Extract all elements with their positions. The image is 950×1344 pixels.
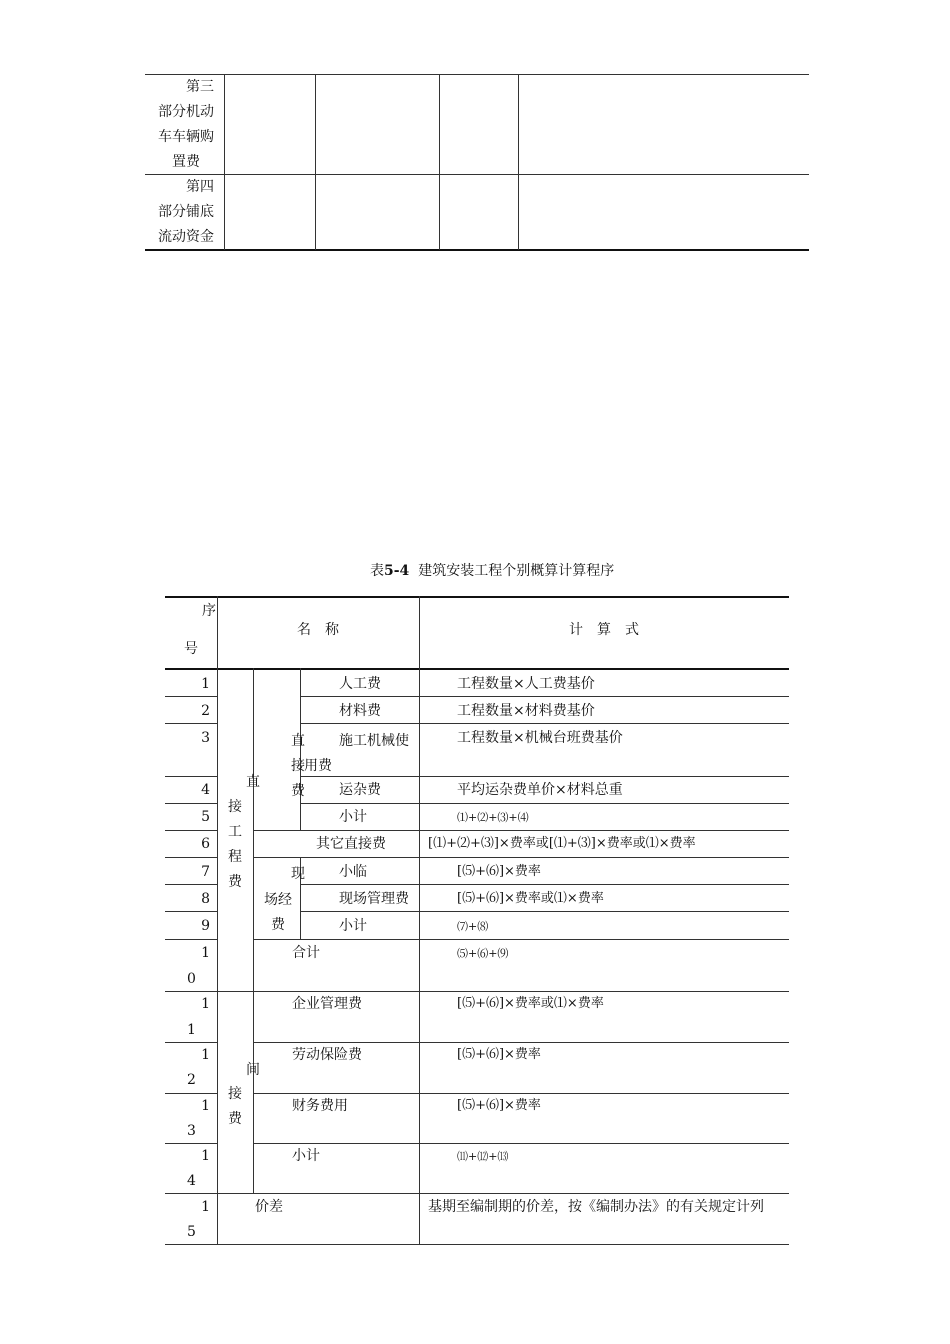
row-seq: 8 xyxy=(201,891,210,907)
group-direct-engineering: 接 xyxy=(228,799,242,815)
group-direct-fee: 费 xyxy=(291,783,305,799)
group-direct-fee: 接 xyxy=(291,758,305,774)
row-seq: 4 xyxy=(187,1173,196,1189)
row-seq: 3 xyxy=(201,730,210,746)
row-formula: [⑴+⑵+⑶]×费率或[⑴+⑶]×费率或⑴×费率 xyxy=(428,836,696,851)
row-formula: ⑾+⑿+⒀ xyxy=(457,1150,509,1163)
row-formula: 工程数量×机械台班费基价 xyxy=(457,730,623,746)
row-seq: 1 xyxy=(201,1098,210,1114)
row-formula: 平均运杂费单价×材料总重 xyxy=(457,782,623,798)
caption-title: 建筑安装工程个别概算计算程序 xyxy=(418,563,615,579)
row-seq: 1 xyxy=(201,676,210,692)
row-seq: 7 xyxy=(201,864,210,880)
row-formula: ⑺+⑻ xyxy=(457,920,489,933)
row-formula: ⑴+⑵+⑶+⑷ xyxy=(457,811,529,824)
top-row-label: 部分铺底 xyxy=(158,204,214,220)
group-indirect: 间 xyxy=(246,1062,260,1078)
row-seq: 1 xyxy=(201,996,210,1012)
row-name: 合计 xyxy=(292,945,320,961)
row-seq: 1 xyxy=(201,1047,210,1063)
top-row-label: 车车辆购 xyxy=(158,129,214,145)
row-seq: 1 xyxy=(187,1022,196,1038)
row-name: 劳动保险费 xyxy=(292,1047,362,1063)
row-formula: [⑸+⑹]×费率 xyxy=(457,1047,541,1062)
row-formula: [⑸+⑹]×费率或⑴×费率 xyxy=(457,891,604,906)
top-row-label: 置费 xyxy=(172,154,200,170)
row-name: 价差 xyxy=(255,1199,283,1215)
group-direct-engineering: 费 xyxy=(228,874,242,890)
table-caption xyxy=(370,562,614,580)
group-site-fee: 现 xyxy=(291,866,305,882)
group-direct-engineering: 工 xyxy=(228,824,242,840)
row-formula: [⑸+⑹]×费率或⑴×费率 xyxy=(457,996,604,1011)
row-formula: [⑸+⑹]×费率 xyxy=(457,864,541,879)
row-name: 企业管理费 xyxy=(292,996,362,1012)
row-seq: 1 xyxy=(201,945,210,961)
top-row-label: 第三 xyxy=(186,79,214,95)
row-name: 运杂费 xyxy=(339,782,381,798)
row-seq: 2 xyxy=(187,1072,196,1088)
row-name: 财务费用 xyxy=(292,1098,348,1114)
row-seq: 1 xyxy=(201,1148,210,1164)
row-formula: ⑸+⑹+⑼ xyxy=(457,947,509,960)
row-name: 施工机械使用费 xyxy=(304,733,409,774)
row-seq: 5 xyxy=(187,1224,196,1240)
header-seq: 号 xyxy=(184,641,198,657)
group-indirect: 费 xyxy=(228,1111,242,1127)
caption-prefix: 表 xyxy=(370,563,384,579)
row-seq: 1 xyxy=(201,1199,210,1215)
group-site-fee: 场经 xyxy=(264,892,292,908)
header-seq: 序 xyxy=(202,603,216,619)
group-site-fee: 费 xyxy=(271,917,285,933)
row-seq: 6 xyxy=(201,836,210,852)
header-name: 名 称 xyxy=(297,622,339,638)
group-direct-engineering: 程 xyxy=(228,849,242,865)
caption-number: 5-4 xyxy=(384,563,410,579)
row-name: 现场管理费 xyxy=(339,891,409,907)
row-name: 材料费 xyxy=(339,703,381,719)
row-seq: 2 xyxy=(201,703,210,719)
row-name: 其它直接费 xyxy=(316,836,386,852)
row-seq: 5 xyxy=(201,809,210,825)
row-seq: 0 xyxy=(187,971,196,987)
top-row-label: 流动资金 xyxy=(158,229,214,245)
row-name: 小计 xyxy=(292,1148,320,1164)
row-name: 小计 xyxy=(339,918,367,934)
row-seq: 9 xyxy=(201,918,210,934)
row-formula: 基期至编制期的价差，按《编制办法》的有关规定计列 xyxy=(428,1199,764,1215)
row-seq: 4 xyxy=(201,782,210,798)
top-row-label: 第四 xyxy=(186,179,214,195)
group-indirect: 接 xyxy=(228,1086,242,1102)
row-formula: 工程数量×材料费基价 xyxy=(457,703,595,719)
top-row-label: 部分机动 xyxy=(158,104,214,120)
row-name: 小临 xyxy=(339,864,367,880)
row-name: 人工费 xyxy=(339,676,381,692)
row-seq: 3 xyxy=(187,1123,196,1139)
group-direct-engineering: 直 xyxy=(246,774,260,790)
row-formula: [⑸+⑹]×费率 xyxy=(457,1098,541,1113)
group-direct-fee: 直 xyxy=(291,733,305,749)
header-formula: 计 算 式 xyxy=(569,622,639,638)
row-formula: 工程数量×人工费基价 xyxy=(457,676,595,692)
row-name: 小计 xyxy=(339,809,367,825)
